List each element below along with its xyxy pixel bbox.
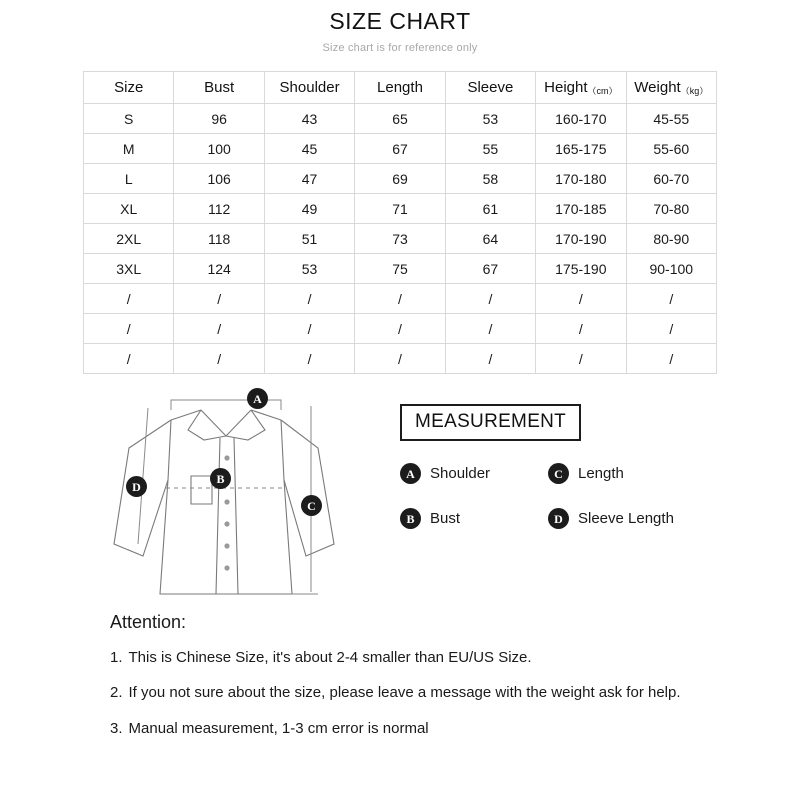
cell-bust: 124	[174, 254, 264, 284]
measurement-label: Bust	[430, 510, 461, 527]
measurement-items	[400, 463, 710, 529]
cell-weight: 45-55	[626, 104, 716, 134]
cell-height: 170-185	[536, 194, 626, 224]
cell-length: /	[355, 284, 445, 314]
table-row	[84, 284, 717, 314]
column-header-length	[355, 72, 445, 104]
marker-letter: A	[253, 391, 262, 406]
cell-bust: /	[174, 314, 264, 344]
diagram-marker-a	[247, 388, 268, 409]
cell-height: /	[536, 314, 626, 344]
cell-bust: 100	[174, 134, 264, 164]
cell-length: 69	[355, 164, 445, 194]
cell-length: 65	[355, 104, 445, 134]
measurement-label: Sleeve Length	[578, 510, 674, 527]
diagram-and-measurement	[0, 384, 800, 624]
column-header-sleeve	[445, 72, 535, 104]
table-row	[84, 194, 717, 224]
cell-height: 170-180	[536, 164, 626, 194]
cell-weight: 55-60	[626, 134, 716, 164]
cell-height: 165-175	[536, 134, 626, 164]
size-table-container	[83, 71, 717, 374]
list-item	[110, 718, 730, 739]
measurement-title: MEASUREMENT	[400, 404, 581, 441]
attention-heading: Attention:	[110, 612, 187, 632]
cell-size: /	[84, 284, 174, 314]
cell-length: /	[355, 314, 445, 344]
measurement-item-bust	[400, 508, 548, 529]
marker-letter: C	[554, 466, 563, 481]
measurement-label: Shoulder	[430, 465, 491, 482]
cell-sleeve: 55	[445, 134, 535, 164]
cell-size: S	[84, 104, 174, 134]
cell-sleeve: 53	[445, 104, 535, 134]
cell-size: XL	[84, 194, 174, 224]
cell-height: /	[536, 344, 626, 374]
cell-size: 2XL	[84, 224, 174, 254]
column-header-height	[536, 72, 626, 104]
column-label: Bust	[204, 79, 235, 96]
cell-bust: 96	[174, 104, 264, 134]
cell-size: M	[84, 134, 174, 164]
list-item	[110, 647, 730, 668]
table-row	[84, 104, 717, 134]
shirt-diagram	[96, 384, 386, 624]
table-row	[84, 344, 717, 374]
size-table-body	[84, 104, 717, 374]
column-label: Length	[377, 79, 423, 96]
cell-shoulder: /	[264, 314, 354, 344]
table-row	[84, 254, 717, 284]
cell-weight: 70-80	[626, 194, 716, 224]
cell-shoulder: 53	[264, 254, 354, 284]
marker-letter: A	[406, 466, 415, 481]
cell-weight: /	[626, 344, 716, 374]
cell-shoulder: /	[264, 344, 354, 374]
note-text: Manual measurement, 1-3 cm error is normal	[128, 719, 429, 737]
cell-weight: 90-100	[626, 254, 716, 284]
diagram-marker-b	[210, 468, 231, 489]
note-number: 2.	[110, 684, 123, 702]
cell-bust: /	[174, 344, 264, 374]
cell-sleeve: 64	[445, 224, 535, 254]
cell-height: 160-170	[536, 104, 626, 134]
cell-shoulder: 49	[264, 194, 354, 224]
diagram-marker-d	[126, 476, 147, 497]
cell-height: 175-190	[536, 254, 626, 284]
measurement-item-shoulder	[400, 463, 548, 484]
note-text: This is Chinese Size, it's about 2-4 smaller than EU/US Size.	[128, 649, 532, 666]
column-header-bust	[174, 72, 264, 104]
attention-section	[110, 612, 730, 753]
cell-sleeve: 61	[445, 194, 535, 224]
measurement-legend	[400, 404, 710, 529]
table-row	[84, 134, 717, 164]
cell-shoulder: 47	[264, 164, 354, 194]
marker-letter: B	[216, 471, 225, 486]
note-number: 1.	[110, 649, 123, 666]
marker-letter: B	[406, 511, 415, 526]
cell-shoulder: 51	[264, 224, 354, 254]
cell-weight: /	[626, 314, 716, 344]
note-text: If you not sure about the size, please leave a message with the weight ask for help.	[128, 684, 681, 702]
cell-shoulder: 43	[264, 104, 354, 134]
marker-badge-d	[548, 508, 569, 529]
page-subtitle: Size chart is for reference only	[322, 42, 478, 54]
marker-letter: D	[132, 479, 141, 494]
cell-length: 75	[355, 254, 445, 284]
page-title: SIZE CHART	[329, 8, 471, 34]
attention-list	[110, 647, 730, 739]
cell-size: /	[84, 314, 174, 344]
table-row	[84, 164, 717, 194]
size-table-head	[84, 72, 717, 104]
column-header-size	[84, 72, 174, 104]
cell-size: /	[84, 344, 174, 374]
column-label: Weight	[634, 79, 681, 96]
marker-letter: C	[307, 498, 316, 513]
cell-shoulder: 45	[264, 134, 354, 164]
column-label: Sleeve	[467, 79, 514, 96]
list-item	[110, 682, 730, 703]
cell-height: 170-190	[536, 224, 626, 254]
cell-bust: 118	[174, 224, 264, 254]
column-unit: （cm）	[587, 86, 618, 96]
measurement-label: Length	[578, 465, 624, 482]
cell-length: 73	[355, 224, 445, 254]
table-header-row	[84, 72, 717, 104]
marker-badge-a	[400, 463, 421, 484]
column-unit: （kg）	[680, 86, 709, 96]
cell-sleeve: /	[445, 314, 535, 344]
cell-bust: 106	[174, 164, 264, 194]
column-header-shoulder	[264, 72, 354, 104]
marker-badge-c	[548, 463, 569, 484]
cell-length: 71	[355, 194, 445, 224]
column-label: Size	[114, 79, 144, 96]
table-row	[84, 224, 717, 254]
shirt-illustration	[96, 384, 386, 619]
marker-badge-b	[400, 508, 421, 529]
cell-size: 3XL	[84, 254, 174, 284]
cell-size: L	[84, 164, 174, 194]
column-label: Height	[544, 79, 588, 96]
cell-bust: /	[174, 284, 264, 314]
table-row	[84, 314, 717, 344]
cell-weight: 80-90	[626, 224, 716, 254]
cell-length: /	[355, 344, 445, 374]
measurement-item-length	[548, 463, 708, 484]
cell-height: /	[536, 284, 626, 314]
cell-weight: 60-70	[626, 164, 716, 194]
measurement-item-sleeve-length	[548, 508, 708, 529]
cell-sleeve: /	[445, 284, 535, 314]
cell-bust: 112	[174, 194, 264, 224]
marker-letter: D	[554, 511, 563, 526]
diagram-marker-c	[301, 495, 322, 516]
size-table	[83, 71, 717, 374]
column-header-weight	[626, 72, 716, 104]
note-number: 3.	[110, 719, 123, 737]
cell-sleeve: /	[445, 344, 535, 374]
column-label: Shoulder	[279, 79, 340, 96]
cell-shoulder: /	[264, 284, 354, 314]
cell-sleeve: 67	[445, 254, 535, 284]
cell-weight: /	[626, 284, 716, 314]
cell-length: 67	[355, 134, 445, 164]
cell-sleeve: 58	[445, 164, 535, 194]
